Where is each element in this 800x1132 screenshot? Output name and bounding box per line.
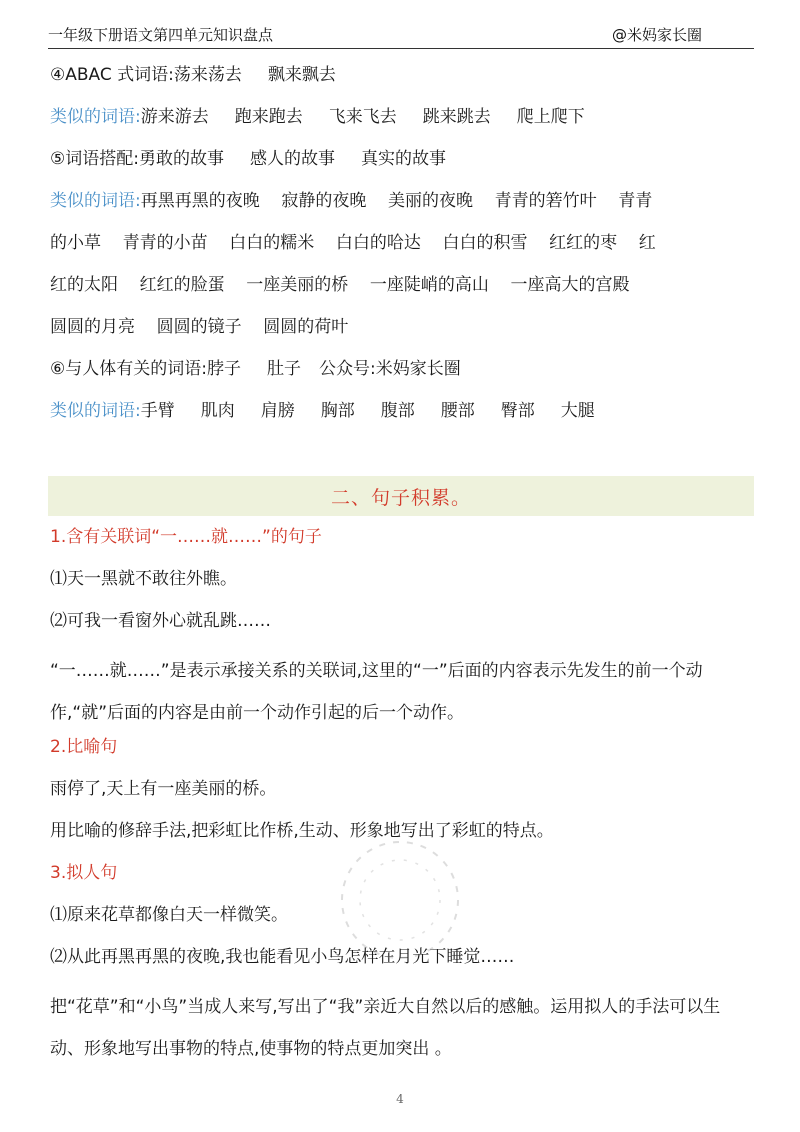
body-similar-item: 胸部 xyxy=(320,401,355,421)
match-similar-text: 红的太阳 红红的脸蛋 一座美丽的桥 一座陡峭的高山 一座高大的宫殿 xyxy=(50,275,630,295)
body-similar-item: 臀部 xyxy=(500,401,535,421)
match-similar-text: 圆圆的月亮 圆圆的镜子 圆圆的荷叶 xyxy=(50,317,349,337)
sentence-example: ⑴天一黑就不敢往外瞧。 xyxy=(50,569,237,589)
body-similar-item: 大腿 xyxy=(560,401,595,421)
similar-label: 类似的词语: xyxy=(50,107,141,127)
sentence-example: 雨停了,天上有一座美丽的桥。 xyxy=(50,779,277,799)
match-line xyxy=(50,146,446,172)
body-similar-item: 腰部 xyxy=(440,401,475,421)
match-item: 感人的故事 xyxy=(249,149,335,169)
body-similar-item: 手臂 xyxy=(140,401,175,421)
abac-line xyxy=(50,62,336,88)
abac-similar-line xyxy=(50,104,585,130)
match-similar-text: 再黑再黑的夜晚 寂静的夜晚 美丽的夜晚 青青的箬竹叶 青青 xyxy=(140,191,653,211)
body-item: 肚子 xyxy=(266,359,301,379)
sentence-note: 把“花草”和“小鸟”当成人来写,写出了“我”亲近大自然以后的感触。运用拟人的手法可以生动、形象地写出事物的特点,使事物的特点更加突出 。 xyxy=(50,997,721,1059)
body-label: ⑥与人体有关的词语: xyxy=(50,359,207,379)
body-similar-item: 肌肉 xyxy=(200,401,235,421)
abac-item: 飘来飘去 xyxy=(267,65,336,85)
sentence-example: ⑵从此再黑再黑的夜晚,我也能看见小鸟怎样在月光下睡觉…… xyxy=(50,947,515,967)
match-item: 勇敢的故事 xyxy=(138,149,224,169)
sentence-note: “一……就……”是表示承接关系的关联词,这里的“一”后面的内容表示先发生的前一个动作,“就”后面的内容是由前一个动作引起的后一个动作。 xyxy=(50,661,703,723)
match-item: 真实的故事 xyxy=(360,149,446,169)
header-brand: @米妈家长圈 xyxy=(611,26,702,44)
match-label: ⑤词语搭配: xyxy=(50,149,139,169)
sentence-note: 用比喻的修辞手法,把彩虹比作桥,生动、形象地写出了彩虹的特点。 xyxy=(50,821,554,841)
section-title: 二、句子积累。 xyxy=(330,487,471,509)
body-similar-item: 腹部 xyxy=(380,401,415,421)
page-number: 4 xyxy=(396,1092,404,1106)
abac-similar-item: 飞来飞去 xyxy=(328,107,397,127)
sentence-example: ⑵可我一看窗外心就乱跳…… xyxy=(50,611,271,631)
body-extra: 公众号:米妈家长圈 xyxy=(318,359,461,379)
page-header xyxy=(48,22,754,49)
sentence-example: ⑴原来花草都像白天一样微笑。 xyxy=(50,905,288,925)
sentence-heading-3: 3.拟人句 xyxy=(50,863,118,883)
similar-label: 类似的词语: xyxy=(50,191,141,211)
abac-similar-item: 跑来跑去 xyxy=(234,107,303,127)
abac-similar-item: 游来游去 xyxy=(140,107,209,127)
similar-label: 类似的词语: xyxy=(50,401,141,421)
header-title: 一年级下册语文第四单元知识盘点 xyxy=(48,26,274,44)
sentence-heading-2: 2.比喻句 xyxy=(50,737,118,757)
match-similar-line xyxy=(50,188,652,214)
sentence-heading-1: 1.含有关联词“一……就……”的句子 xyxy=(50,527,322,547)
body-line xyxy=(50,356,461,382)
watermark-stamp-icon xyxy=(330,830,470,970)
abac-similar-item: 跳来跳去 xyxy=(422,107,491,127)
section-banner xyxy=(48,476,754,516)
body-similar-item: 肩膀 xyxy=(260,401,295,421)
match-similar-text: 的小草 青青的小苗 白白的糯米 白白的哈达 白白的积雪 红红的枣 红 xyxy=(50,233,656,253)
body-item: 脖子 xyxy=(206,359,241,379)
abac-label: ④ABAC 式词语: xyxy=(50,65,174,85)
abac-item: 荡来荡去 xyxy=(173,65,242,85)
body-similar-line xyxy=(50,398,595,424)
abac-similar-item: 爬上爬下 xyxy=(516,107,585,127)
